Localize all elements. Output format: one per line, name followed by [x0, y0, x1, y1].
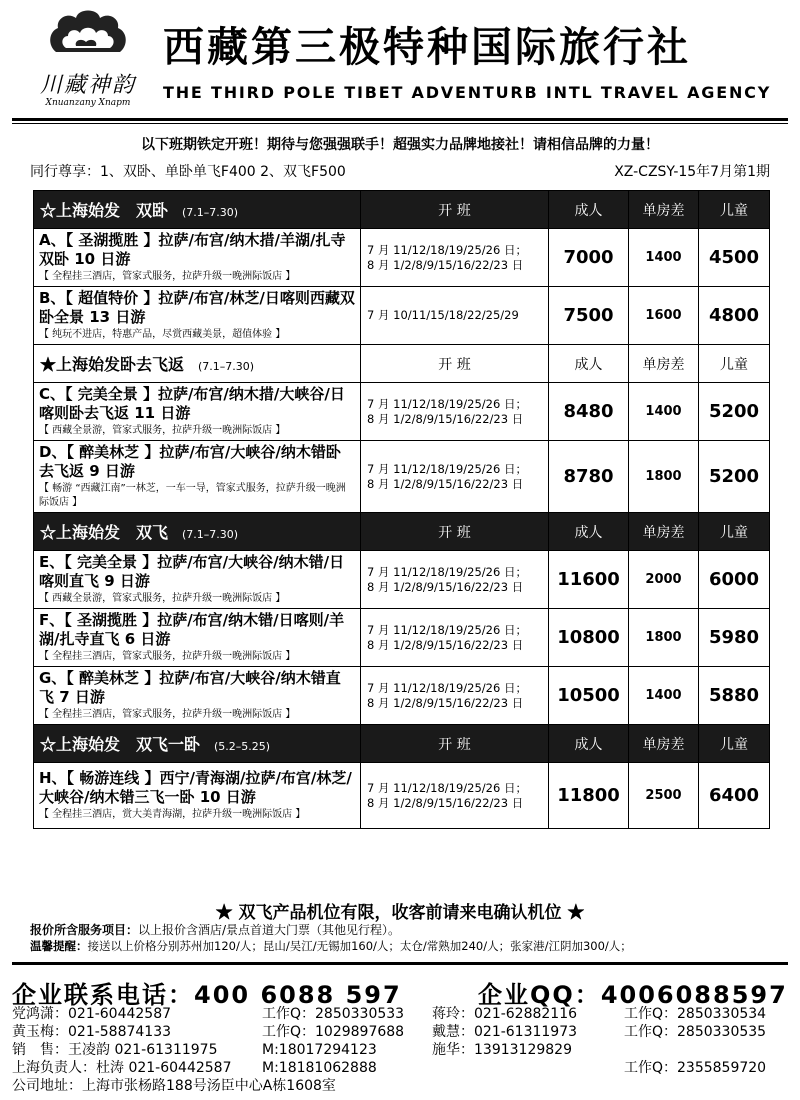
- adult-price: 7500: [549, 287, 629, 345]
- contact-entry[interactable]: 销 售：王凌韵 021-61311975: [12, 1042, 218, 1058]
- single-room-header: 单房差: [629, 513, 699, 551]
- service-items: [30, 921, 790, 938]
- date-line: 8 月 1/2/8/9/15/16/22/23 日: [367, 695, 524, 710]
- contact-list: [12, 1005, 792, 1095]
- table-row: [34, 229, 770, 287]
- date-line: 7 月 11/12/18/19/25/26 日；: [367, 622, 527, 637]
- departure-dates: [361, 287, 549, 345]
- contact-entry[interactable]: 工作Q：2355859720: [624, 1060, 767, 1076]
- tip-text: 接送以上价格分别苏州加120/人；昆山/吴江/无锡加160/人；太仓/常熟加240/人；张家港/江阴加300/人；: [87, 939, 632, 953]
- single-room-header: 单房差: [629, 725, 699, 763]
- single-room-supplement: 1600: [629, 287, 699, 345]
- departure-dates: [361, 609, 549, 667]
- adult-header: 成人: [549, 513, 629, 551]
- contact-entry[interactable]: 工作Q：2850330533: [262, 1006, 405, 1022]
- date-line: 7 月 11/12/18/19/25/26 日；: [367, 780, 527, 795]
- adult-price: 8480: [549, 383, 629, 441]
- date-line: 8 月 1/2/8/9/15/16/22/23 日: [367, 476, 524, 491]
- route-title: C、【 完美全景 】拉萨/布宫/纳木措/大峡谷/日喀则卧去飞返 11 日游: [39, 385, 345, 422]
- route-title: A、【 圣湖揽胜 】拉萨/布宫/纳木措/羊湖/扎寺双卧 10 日游: [39, 231, 346, 268]
- contact-entry[interactable]: M:18017294123: [262, 1042, 377, 1058]
- adult-price: 10500: [549, 667, 629, 725]
- date-line: 7 月 11/12/18/19/25/26 日；: [367, 461, 527, 476]
- section-header: [34, 191, 770, 229]
- section-period: (5.2–5.25): [214, 740, 271, 753]
- logo-chinese: 川藏神韵: [39, 73, 136, 98]
- adult-price: 10800: [549, 609, 629, 667]
- child-header: 儿童: [699, 513, 770, 551]
- departure-header: 开 班: [361, 345, 549, 383]
- table-row: [34, 763, 770, 829]
- departure-dates: [361, 441, 549, 513]
- date-line: 8 月 1/2/8/9/15/16/22/23 日: [367, 257, 524, 272]
- adult-header: 成人: [549, 191, 629, 229]
- date-line: 7 月 11/12/18/19/25/26 日；: [367, 396, 527, 411]
- date-line: 8 月 1/2/8/9/15/16/22/23 日: [367, 795, 524, 810]
- issue-code: XZ-CZSY-15年7月第1期: [614, 164, 770, 180]
- single-room-supplement: 2000: [629, 551, 699, 609]
- departure-header: 开 班: [361, 725, 549, 763]
- route-note: 【 纯玩不进店，特惠产品，尽赏西藏美景，超值体验 】: [39, 329, 286, 340]
- single-room-supplement: 1400: [629, 229, 699, 287]
- child-price: 5200: [699, 441, 770, 513]
- route-title: G、【 醉美林芝 】拉萨/布宫/大峡谷/纳木错直飞 7 日游: [39, 669, 341, 706]
- child-header: 儿童: [699, 725, 770, 763]
- contact-entry[interactable]: 施华：13913129829: [432, 1042, 572, 1058]
- route-title: E、【 完美全景 】拉萨/布宫/大峡谷/纳木错/日喀则直飞 9 日游: [39, 553, 345, 590]
- price-table: [33, 190, 770, 829]
- table-row: [34, 551, 770, 609]
- tip-label: 温馨提醒：: [30, 939, 88, 953]
- route-note: 【 西藏全景游，管家式服务，拉萨升级一晚洲际饭店 】: [39, 593, 286, 604]
- departure-dates: [361, 551, 549, 609]
- section-title: ☆上海始发 双卧: [40, 201, 169, 220]
- single-room-supplement: 1800: [629, 441, 699, 513]
- header: [0, 0, 800, 115]
- qq-label: 企业QQ：: [478, 981, 601, 1009]
- table-row: [34, 383, 770, 441]
- contact-entry[interactable]: 工作Q：2850330534: [624, 1006, 767, 1022]
- child-price: 5880: [699, 667, 770, 725]
- contact-row: [12, 1041, 792, 1059]
- contact-entry[interactable]: 蒋玲：021-62882116: [432, 1006, 578, 1022]
- peer-pricing-line: [30, 161, 770, 181]
- section-name: [34, 191, 361, 229]
- route-note: 【 畅游 “西藏江南”一林芝，一车一导，管家式服务，拉萨升级一晚洲际饭店 】: [39, 483, 346, 508]
- contact-entry[interactable]: 党鸿潇：021-60442587: [12, 1006, 172, 1022]
- phone-label: 企业联系电话：: [12, 981, 194, 1009]
- departure-dates: [361, 229, 549, 287]
- route-title: F、【 圣湖揽胜 】拉萨/布宫/纳木错/日喀则/羊湖/扎寺直飞 6 日游: [39, 611, 345, 648]
- adult-price: 8780: [549, 441, 629, 513]
- route-title: B、【 超值特价 】拉萨/布宫/林芝/日喀则西藏双卧全景 13 日游: [39, 289, 355, 326]
- section-header: [34, 725, 770, 763]
- contact-row: [12, 1023, 792, 1041]
- single-room-header: 单房差: [629, 345, 699, 383]
- date-line: 8 月 1/2/8/9/15/16/22/23 日: [367, 579, 524, 594]
- date-line: 7 月 11/12/18/19/25/26 日；: [367, 564, 527, 579]
- warm-tip: [30, 938, 800, 954]
- child-price: 5200: [699, 383, 770, 441]
- contact-entry[interactable]: 黄玉梅：021-58874133: [12, 1024, 172, 1040]
- departure-header: 开 班: [361, 513, 549, 551]
- single-room-supplement: 1400: [629, 667, 699, 725]
- route-cell: [34, 441, 361, 513]
- child-header: 儿童: [699, 345, 770, 383]
- departure-dates: [361, 667, 549, 725]
- seat-notice: ★ 双飞产品机位有限，收客前请来电确认机位 ★: [215, 903, 585, 923]
- contact-row: [12, 1077, 792, 1095]
- route-note: 【 全程挂三酒店，管家式服务，拉萨升级一晚洲际饭店 】: [39, 271, 296, 282]
- brand-logo: [18, 6, 158, 111]
- child-price: 6400: [699, 763, 770, 829]
- section-name: [34, 345, 361, 383]
- route-note: 【 全程挂三酒店，赏大美青海湖，拉萨升级一晚洲际饭店 】: [39, 809, 306, 820]
- route-cell: [34, 383, 361, 441]
- date-line: 8 月 1/2/8/9/15/16/22/23 日: [367, 411, 524, 426]
- service-text: 以上报价含酒店/景点首道大门票（其他见行程）。: [138, 923, 401, 937]
- date-line: 8 月 1/2/8/9/15/16/22/23 日: [367, 637, 524, 652]
- route-note: 【 全程挂三酒店，管家式服务，拉萨升级一晚洲际饭店 】: [39, 709, 296, 720]
- contact-entry[interactable]: 工作Q：2850330535: [624, 1024, 767, 1040]
- phone-number[interactable]: 400 6088 597: [194, 981, 402, 1009]
- slogan: 以下班期铁定开班！期待与您强强联手！超强实力品牌地接社！请相信品牌的力量！: [141, 137, 659, 153]
- contact-entry[interactable]: 公司地址：上海市张杨路188号汤臣中心A栋1608室: [12, 1078, 336, 1094]
- date-line: 7 月 11/12/18/19/25/26 日；: [367, 680, 527, 695]
- child-header: 儿童: [699, 191, 770, 229]
- contact-entry[interactable]: 戴慧：021-61311973: [432, 1024, 578, 1040]
- divider: [12, 962, 788, 965]
- logo-latin: Xnuanzany Xnapm: [45, 98, 131, 108]
- table-row: [34, 287, 770, 345]
- section-header: [34, 513, 770, 551]
- table-row: [34, 609, 770, 667]
- divider: [12, 123, 788, 124]
- date-line: 7 月 11/12/18/19/25/26 日；: [367, 242, 527, 257]
- contact-row: [12, 1059, 792, 1077]
- child-price: 5980: [699, 609, 770, 667]
- cloud-emblem-icon: [46, 6, 130, 64]
- route-note: 【 西藏全景游，管家式服务，拉萨升级一晚洲际饭店 】: [39, 425, 286, 436]
- route-cell: [34, 667, 361, 725]
- table-row: [34, 441, 770, 513]
- adult-price: 11600: [549, 551, 629, 609]
- route-cell: [34, 609, 361, 667]
- single-room-supplement: 1800: [629, 609, 699, 667]
- single-room-header: 单房差: [629, 191, 699, 229]
- adult-price: 7000: [549, 229, 629, 287]
- adult-header: 成人: [549, 725, 629, 763]
- section-header: [34, 345, 770, 383]
- agency-title-cn: 西藏第三极特种国际旅行社: [163, 23, 691, 71]
- single-room-supplement: 2500: [629, 763, 699, 829]
- adult-header: 成人: [549, 345, 629, 383]
- departure-header: 开 班: [361, 191, 549, 229]
- section-title: ★上海始发卧去飞返: [40, 355, 185, 374]
- route-title: D、【 醉美林芝 】拉萨/布宫/大峡谷/纳木错卧去飞返 9 日游: [39, 443, 341, 480]
- date-line: 7 月 10/11/15/18/22/25/29: [367, 308, 519, 322]
- divider: [12, 118, 788, 121]
- section-period: (7.1–7.30): [198, 360, 255, 373]
- section-period: (7.1–7.30): [182, 528, 239, 541]
- table-row: [34, 667, 770, 725]
- adult-price: 11800: [549, 763, 629, 829]
- section-name: [34, 725, 361, 763]
- departure-dates: [361, 383, 549, 441]
- section-name: [34, 513, 361, 551]
- single-room-supplement: 1400: [629, 383, 699, 441]
- route-note: 【 全程挂三酒店，管家式服务，拉萨升级一晚洲际饭店 】: [39, 651, 296, 662]
- route-cell: [34, 287, 361, 345]
- qq-number[interactable]: 4006088597: [600, 981, 788, 1009]
- route-cell: [34, 229, 361, 287]
- route-cell: [34, 763, 361, 829]
- agency-title-en: THE THIRD POLE TIBET ADVENTURB INTL TRAVEL AGENCY: [163, 83, 772, 102]
- child-price: 4800: [699, 287, 770, 345]
- service-label: 报价所含服务项目：: [30, 923, 139, 937]
- route-cell: [34, 551, 361, 609]
- child-price: 6000: [699, 551, 770, 609]
- contact-row: [12, 1005, 792, 1023]
- contact-entry[interactable]: 上海负责人：杜涛 021-60442587: [12, 1060, 232, 1076]
- contact-entry[interactable]: M:18181062888: [262, 1060, 377, 1076]
- contact-entry[interactable]: 工作Q：1029897688: [262, 1024, 405, 1040]
- section-period: (7.1–7.30): [182, 206, 239, 219]
- section-title: ☆上海始发 双飞一卧: [40, 735, 201, 754]
- child-price: 4500: [699, 229, 770, 287]
- peer-discount: 同行尊享：1、双卧、单卧单飞F400 2、双飞F500: [30, 164, 346, 180]
- departure-dates: [361, 763, 549, 829]
- route-title: H、【 畅游连线 】西宁/青海湖/拉萨/布宫/林芝/大峡谷/纳木错三飞一卧 10 日游: [39, 769, 352, 806]
- section-title: ☆上海始发 双飞: [40, 523, 169, 542]
